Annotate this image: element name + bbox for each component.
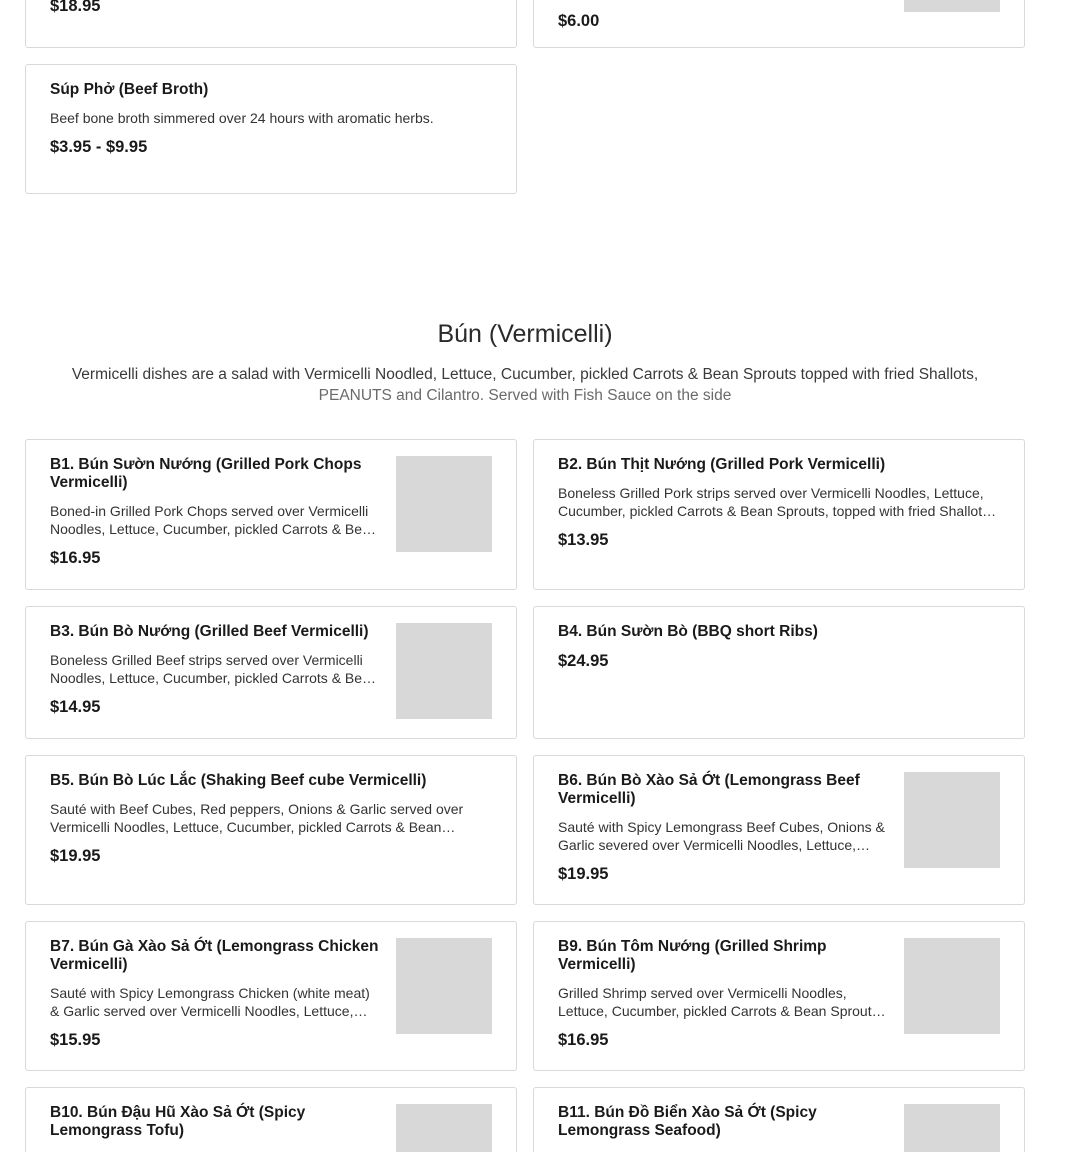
menu-item-card[interactable] [25,921,517,1071]
menu-item-card[interactable] [533,1087,1025,1152]
item-name: B6. Bún Bò Xào Sả Ớt (Lemongrass Beef Vermicelli) [558,772,860,807]
item-image [904,1104,1000,1152]
menu-item-card[interactable] [25,1087,517,1152]
item-image [904,0,1000,12]
menu-item-card[interactable] [533,921,1025,1071]
menu-item-card[interactable] [25,606,517,739]
section-title: Bún (Vermicelli) [437,320,613,348]
menu-item-card[interactable] [25,439,517,590]
item-price: $24.95 [558,652,609,670]
item-image [396,1104,492,1152]
item-price: $16.95 [558,1031,609,1049]
item-price: $19.95 [50,847,101,865]
menu-item-card[interactable] [533,606,1025,739]
menu-item-card[interactable] [533,755,1025,905]
item-name: B1. Bún Sườn Nướng (Grilled Pork Chops Vermicelli) [50,456,362,491]
menu-item-card[interactable] [25,64,517,194]
menu-item-card[interactable] [25,755,517,905]
item-image [904,772,1000,868]
item-price: $3.95 - $9.95 [50,138,148,156]
item-price: $15.95 [50,1031,101,1049]
item-name: B4. Bún Sườn Bò (BBQ short Ribs) [558,623,818,640]
item-description: Boned-in Grilled Pork Chops served over Vermicelli Noodles, Lettuce, Cucumber, pickled Carrots & Bean [50,503,378,537]
item-description: Sauté with Beef Cubes, Red peppers, Onions & Garlic served over Vermicelli Noodles, Lettuce, Cucumber, pickled Carrots & Bean [50,801,464,835]
item-image [904,938,1000,1034]
item-name: B7. Bún Gà Xào Sả Ớt (Lemongrass Chicken Vermicelli) [50,938,379,973]
item-image [396,938,492,1034]
item-name: B11. Bún Đồ Biển Xào Sả Ớt (Spicy Lemongrass Seafood) [558,1104,817,1139]
item-name: B10. Bún Đậu Hũ Xào Sả Ớt (Spicy Lemongrass Tofu) [50,1104,306,1139]
item-price: $14.95 [50,698,101,716]
item-name: B9. Bún Tôm Nướng (Grilled Shrimp Vermicelli) [558,938,827,973]
section-description-line: Vermicelli dishes are a salad with Vermicelli Noodled, Lettuce, Cucumber, pickled Carrots & Bean Sprouts topped with fried Shallots, [71,366,979,383]
item-price: $13.95 [558,531,609,549]
item-image [396,623,492,719]
item-description: Sauté with Spicy Lemongrass Chicken (white meat) & Garlic served over Vermicelli Noodles, Lettuce, [50,985,370,1019]
section-description-line: PEANUTS and Cilantro. Served with Fish Sauce on the side [318,387,732,404]
item-description: Boneless Grilled Pork strips served over Vermicelli Noodles, Lettuce, Cucumber, pickled Carrots & Bean Sprouts, topped with fried Shallots, [558,485,993,519]
item-name: B3. Bún Bò Nướng (Grilled Beef Vermicelli) [50,623,369,640]
section-description [25,364,1025,406]
item-price: $19.95 [558,865,609,883]
menu-item-card[interactable] [25,0,517,48]
item-description: Boneless Grilled Beef strips served over Vermicelli Noodles, Lettuce, Cucumber, pickled Carrots & Bean [50,652,378,686]
item-description: Sauté with Spicy Lemongrass Beef Cubes, Onions & Garlic severed over Vermicelli Noodles, Lettuce, [558,819,885,853]
item-image [396,456,492,552]
menu-item-card[interactable] [533,0,1025,48]
item-name: B5. Bún Bò Lúc Lắc (Shaking Beef cube Vermicelli) [50,772,427,789]
item-name: B2. Bún Thịt Nướng (Grilled Pork Vermicelli) [558,456,886,473]
item-price: $6.00 [558,12,600,30]
item-description: Beef bone broth simmered over 24 hours with aromatic herbs. [50,110,434,126]
item-price: $16.95 [50,549,101,567]
menu-item-card[interactable] [533,439,1025,590]
item-description: Grilled Shrimp served over Vermicelli Noodles, Lettuce, Cucumber, pickled Carrots & Bean Sprouts, [558,985,883,1019]
item-price: $18.95 [50,0,101,15]
item-name: Súp Phở (Beef Broth) [50,81,209,98]
